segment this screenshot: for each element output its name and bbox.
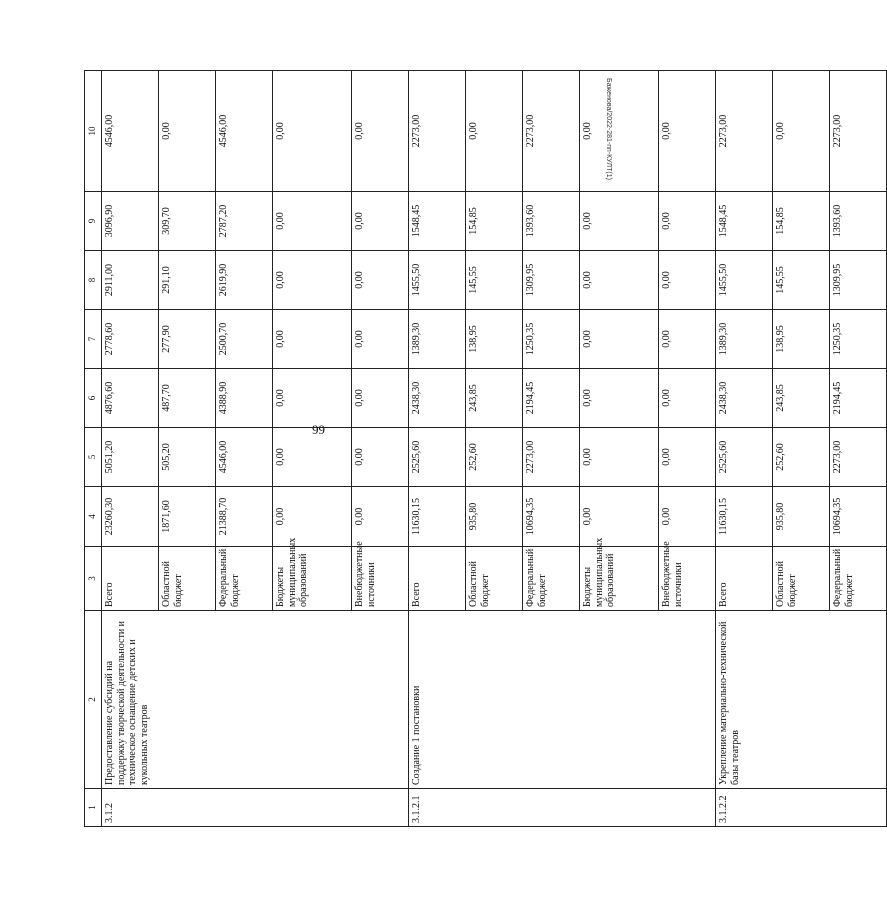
amount-cell: 2273,00	[523, 71, 580, 192]
funding-source-cell: Федеральный бюджет	[830, 547, 887, 611]
amount-cell: 487,70	[159, 369, 216, 428]
amount-cell: 1393,60	[523, 192, 580, 251]
amount-cell: 2273,00	[523, 428, 580, 487]
column-number-cell: 8	[85, 251, 102, 310]
column-number-cell: 7	[85, 310, 102, 369]
amount-cell: 0,00	[273, 428, 352, 487]
amount-cell: 0,00	[159, 71, 216, 192]
amount-cell: 935,80	[773, 487, 830, 547]
column-number-cell: 5	[85, 428, 102, 487]
amount-cell: 4546,00	[216, 428, 273, 487]
budget-table	[84, 70, 887, 827]
table-body	[85, 71, 887, 827]
amount-cell: 10694,35	[523, 487, 580, 547]
amount-cell: 277,90	[159, 310, 216, 369]
column-number-cell: 6	[85, 369, 102, 428]
amount-cell: 2273,00	[830, 71, 887, 192]
amount-cell: 0,00	[580, 428, 659, 487]
amount-cell: 145,55	[466, 251, 523, 310]
funding-source-cell: Всего	[716, 547, 773, 611]
column-number-cell: 1	[85, 789, 102, 827]
amount-cell: 21388,70	[216, 487, 273, 547]
amount-cell: 1455,50	[409, 251, 466, 310]
amount-cell: 0,00	[273, 71, 352, 192]
funding-source-cell: Областной бюджет	[159, 547, 216, 611]
funding-source-cell: Бюджеты муниципальных образований	[273, 547, 352, 611]
amount-cell: 1548,45	[409, 192, 466, 251]
amount-cell: 0,00	[273, 487, 352, 547]
column-number-cell: 10	[85, 71, 102, 192]
amount-cell: 0,00	[659, 428, 716, 487]
amount-cell: 1871,60	[159, 487, 216, 547]
item-name-cell: Предоставление субсидий на поддержку творческой деятельности и техническое оснащение детских и кукольных театров	[102, 611, 409, 789]
amount-cell: 0,00	[466, 71, 523, 192]
amount-cell: 154,85	[466, 192, 523, 251]
amount-cell: 0,00	[273, 310, 352, 369]
column-number-cell: 2	[85, 611, 102, 789]
amount-cell: 252,60	[466, 428, 523, 487]
column-number-cell: 9	[85, 192, 102, 251]
amount-cell: 0,00	[659, 251, 716, 310]
amount-cell: 0,00	[352, 428, 409, 487]
amount-cell: 2787,20	[216, 192, 273, 251]
amount-cell: 2194,45	[830, 369, 887, 428]
amount-cell: 10694,35	[830, 487, 887, 547]
amount-cell: 4546,00	[102, 71, 159, 192]
funding-source-cell: Всего	[102, 547, 159, 611]
funding-source-cell: Бюджеты муниципальных образований	[580, 547, 659, 611]
funding-source-cell: Всего	[409, 547, 466, 611]
amount-cell: 2273,00	[830, 428, 887, 487]
amount-cell: 0,00	[273, 192, 352, 251]
table-row	[716, 71, 773, 827]
item-name-cell: Укрепление материально-технической базы театров	[716, 611, 887, 789]
amount-cell: 11630,15	[409, 487, 466, 547]
amount-cell: 4876,60	[102, 369, 159, 428]
amount-cell: 138,95	[466, 310, 523, 369]
funding-source-cell: Внебюджетные источники	[659, 547, 716, 611]
amount-cell: 0,00	[580, 251, 659, 310]
amount-cell: 0,00	[352, 251, 409, 310]
table-row	[102, 71, 159, 827]
amount-cell: 2500,70	[216, 310, 273, 369]
page-number: 99	[312, 422, 325, 437]
column-number-cell: 3	[85, 547, 102, 611]
amount-cell: 138,95	[773, 310, 830, 369]
funding-source-cell: Федеральный бюджет	[523, 547, 580, 611]
amount-cell: 1389,30	[409, 310, 466, 369]
amount-cell: 1309,95	[523, 251, 580, 310]
item-code-cell: 3.1.2	[102, 789, 409, 827]
amount-cell: 935,80	[466, 487, 523, 547]
amount-cell: 291,10	[159, 251, 216, 310]
amount-cell: 2273,00	[409, 71, 466, 192]
column-number-row	[85, 71, 102, 827]
amount-cell: 0,00	[273, 369, 352, 428]
amount-cell: 0,00	[659, 192, 716, 251]
amount-cell: 0,00	[352, 369, 409, 428]
amount-cell: 1455,50	[716, 251, 773, 310]
amount-cell: 0,00	[659, 310, 716, 369]
amount-cell: 0,00	[580, 487, 659, 547]
funding-source-cell: Областной бюджет	[466, 547, 523, 611]
amount-cell: 4546,00	[216, 71, 273, 192]
amount-cell: 154,85	[773, 192, 830, 251]
amount-cell: 0,00	[273, 251, 352, 310]
amount-cell: 1309,95	[830, 251, 887, 310]
amount-cell: 0,00	[352, 310, 409, 369]
amount-cell: 5051,20	[102, 428, 159, 487]
funding-source-cell: Областной бюджет	[773, 547, 830, 611]
amount-cell: 0,00	[352, 192, 409, 251]
amount-cell: 145,55	[773, 251, 830, 310]
amount-cell: 309,70	[159, 192, 216, 251]
amount-cell: 243,85	[773, 369, 830, 428]
amount-cell: 2194,45	[523, 369, 580, 428]
amount-cell: 0,00	[580, 71, 659, 192]
amount-cell: 243,85	[466, 369, 523, 428]
amount-cell: 252,60	[773, 428, 830, 487]
amount-cell: 2911,00	[102, 251, 159, 310]
item-name-cell: Создание 1 постановки	[409, 611, 716, 789]
amount-cell: 0,00	[659, 369, 716, 428]
amount-cell: 23260,30	[102, 487, 159, 547]
amount-cell: 1548,45	[716, 192, 773, 251]
amount-cell: 0,00	[580, 369, 659, 428]
amount-cell: 1250,35	[830, 310, 887, 369]
amount-cell: 0,00	[352, 71, 409, 192]
document-footer-id: Баженова/2022-281-пп-КУЛТ(1)	[605, 78, 612, 180]
amount-cell: 2525,60	[716, 428, 773, 487]
amount-cell: 0,00	[580, 192, 659, 251]
item-code-cell: 3.1.2.2	[716, 789, 887, 827]
funding-source-cell: Федеральный бюджет	[216, 547, 273, 611]
column-number-cell: 4	[85, 487, 102, 547]
amount-cell: 1389,30	[716, 310, 773, 369]
amount-cell: 0,00	[352, 487, 409, 547]
amount-cell: 0,00	[580, 310, 659, 369]
amount-cell: 11630,15	[716, 487, 773, 547]
amount-cell: 2525,60	[409, 428, 466, 487]
amount-cell: 1250,35	[523, 310, 580, 369]
funding-source-cell: Внебюджетные источники	[352, 547, 409, 611]
amount-cell: 0,00	[659, 487, 716, 547]
amount-cell: 4388,90	[216, 369, 273, 428]
table-row	[409, 71, 466, 827]
amount-cell: 3096,90	[102, 192, 159, 251]
amount-cell: 2438,30	[716, 369, 773, 428]
amount-cell: 2438,30	[409, 369, 466, 428]
amount-cell: 2778,60	[102, 310, 159, 369]
amount-cell: 0,00	[773, 71, 830, 192]
amount-cell: 1393,60	[830, 192, 887, 251]
item-code-cell: 3.1.2.1	[409, 789, 716, 827]
amount-cell: 0,00	[659, 71, 716, 192]
amount-cell: 2273,00	[716, 71, 773, 192]
amount-cell: 505,20	[159, 428, 216, 487]
amount-cell: 2619,90	[216, 251, 273, 310]
